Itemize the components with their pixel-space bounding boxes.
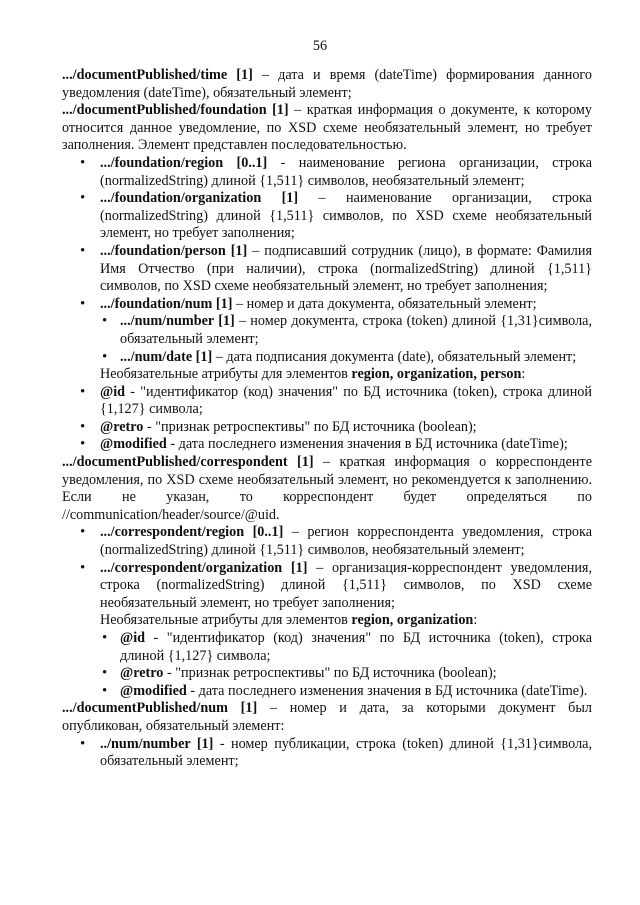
bullet-icon: • (102, 665, 108, 682)
element-path: .../num/date [1] (120, 348, 213, 365)
element-description: – краткая информация о корреспонденте уведомления, по XSD схеме необязательный элемент, но рекомендуется к заполнению. Если не указан, то корреспондент будет определяться по //communication/header/source/@uid. (62, 454, 592, 523)
foundation-list (62, 155, 592, 313)
attributes-list (62, 384, 592, 454)
attribute-description: - дата последнего изменения значения в БД источника (dateTime). (186, 682, 588, 699)
element-path: .../num/number [1] (120, 313, 235, 330)
element-description: – краткая информация о документе, к которому относится данное уведомление, по XSD схеме необязательный элемент, но требует заполнения. Элемент представлен последовательностью. (62, 102, 592, 154)
list-item (80, 735, 592, 771)
list-item (80, 418, 592, 437)
attribute-name: @retro (100, 418, 144, 435)
bullet-icon: • (80, 735, 86, 752)
list-item (80, 295, 592, 314)
bullet-icon: • (102, 348, 108, 365)
attribute-description: - "идентификатор (код) значения" по БД источника (token), строка длиной {1,127} символа; (100, 383, 592, 418)
bullet-icon: • (80, 418, 86, 435)
element-description: - номер публикации, строка (token) длиной {1,31}символа, обязательный элемент; (100, 735, 592, 770)
list-item (102, 630, 592, 665)
paragraph-time (62, 67, 592, 102)
attributes-list (62, 630, 592, 700)
element-description: – номер документа, строка (token) длиной {1,31}символа, обязательный элемент; (120, 313, 592, 347)
attributes-note: Необязательные атрибуты для элементов region, organization: (100, 612, 478, 629)
element-path: ../num/number [1] (100, 735, 214, 752)
list-item (80, 524, 592, 559)
list-item (80, 559, 592, 613)
element-path: .../foundation/region [0..1] (100, 154, 268, 171)
element-path: .../documentPublished/num [1] (62, 700, 258, 717)
list-item (80, 436, 592, 454)
list-item (80, 242, 592, 296)
element-path: .../foundation/num [1] (100, 295, 233, 312)
bullet-icon: • (80, 436, 86, 453)
paragraph-correspondent (62, 454, 592, 524)
bullet-icon: • (102, 313, 108, 330)
page-number: 56 (312, 38, 328, 54)
bullet-icon: • (80, 190, 86, 207)
attribute-name: @retro (120, 665, 164, 682)
element-path: .../documentPublished/time [1] (62, 67, 253, 83)
bullet-icon: • (80, 242, 86, 259)
element-description: – регион корреспондента уведомления, строка (normalizedString) длиной {1,511} символов, необязательный элемент; (100, 524, 592, 559)
element-description: – наименование организации, строка (normalizedString) длиной {1,511} символов, по XSD схеме необязательный элемент, но требует заполнения; (100, 190, 592, 242)
attributes-note: Необязательные атрибуты для элементов region, organization, person: (100, 366, 526, 383)
element-description: – номер и дата документа, обязательный элемент; (232, 295, 537, 312)
element-description: – организация-корреспондент уведомления, строка (normalizedString) длиной {1,511} символов, по XSD схеме необязательный элемент, но требует заполнения; (100, 559, 592, 611)
attribute-description: - дата последнего изменения значения в БД источника (dateTime); (166, 436, 568, 453)
paragraph-num (62, 700, 592, 735)
list-item (80, 383, 592, 419)
attribute-name: @id (100, 383, 126, 400)
list-item (102, 665, 592, 683)
list-item (80, 154, 592, 190)
attribute-description: - "идентификатор (код) значения" по БД источника (token), строка длиной {1,127} символа; (120, 630, 592, 664)
num-sublist (62, 313, 592, 366)
bullet-icon: • (80, 524, 86, 541)
attribute-description: - "признак ретроспективы" по БД источника (boolean); (163, 665, 497, 682)
bullet-icon: • (80, 383, 86, 400)
element-path: .../correspondent/region [0..1] (100, 524, 284, 541)
attribute-name: @id (120, 630, 146, 646)
paragraph-foundation (62, 102, 592, 155)
bullet-icon: • (80, 154, 86, 171)
element-path: .../documentPublished/correspondent [1] (62, 454, 314, 471)
attribute-name: @modified (120, 682, 187, 699)
list-item (80, 190, 592, 243)
bullet-icon: • (102, 630, 108, 646)
bullet-icon: • (102, 682, 108, 699)
list-item (102, 313, 592, 348)
element-description: – дата и время (dateTime) формирования данного уведомления (dateTime), обязательный элемент; (62, 67, 592, 101)
num-list (62, 736, 592, 771)
element-description: – дата подписания документа (date), обязательный элемент; (212, 348, 577, 365)
attribute-name: @modified (100, 436, 167, 453)
element-description: - наименование региона организации, строка (normalizedString) длиной {1,511} символов, необязательный элемент; (100, 154, 592, 189)
element-path: .../documentPublished/foundation [1] (62, 102, 289, 119)
bullet-icon: • (80, 295, 86, 312)
element-description: – номер и дата, за которыми документ был опубликован, обязательный элемент: (62, 700, 592, 734)
attribute-description: - "признак ретроспективы" по БД источника (boolean); (143, 418, 477, 435)
element-path: .../foundation/organization [1] (100, 190, 299, 207)
correspondent-list (62, 524, 592, 612)
element-path: .../foundation/person [1] (100, 242, 248, 259)
list-item (102, 348, 592, 367)
element-path: .../correspondent/organization [1] (100, 559, 308, 576)
list-item (102, 682, 592, 701)
element-description: – подписавший сотрудник (лицо), в формате: Фамилия Имя Отчество (при наличии), строка (normalizedString) длиной {1,511} символов, по XSD схеме необязательный элемент, но требует заполнения; (100, 242, 592, 295)
bullet-icon: • (80, 559, 86, 576)
document-body (62, 67, 592, 771)
